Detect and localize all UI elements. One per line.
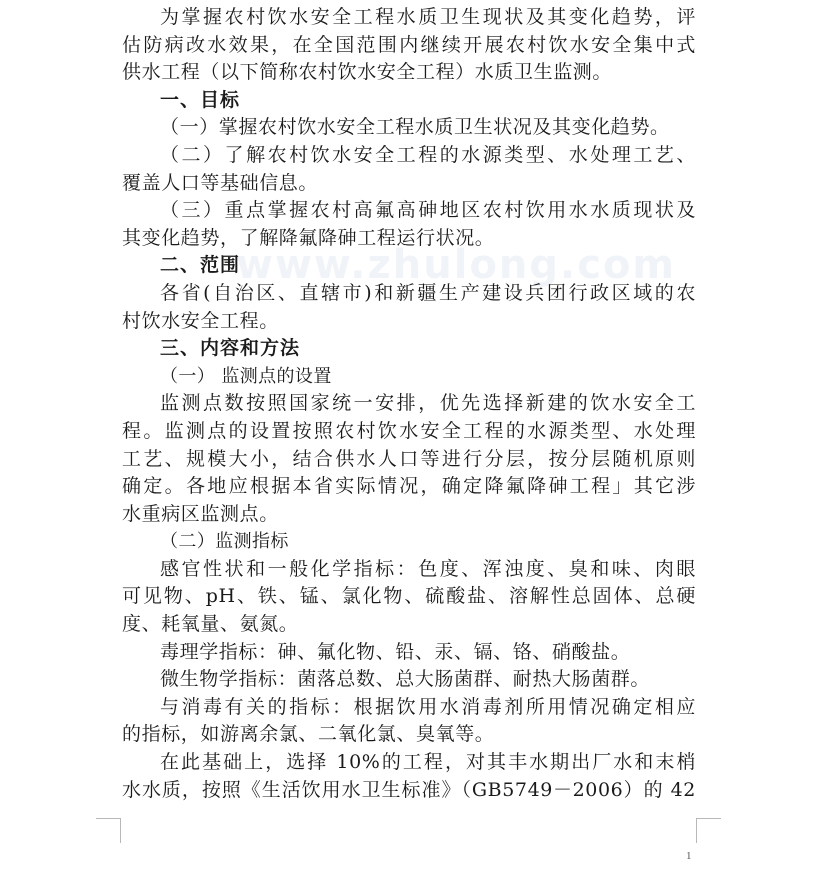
section-heading: 二、范围 (160, 254, 241, 277)
body-paragraph-line: 确定。各地应根据本省实际情况，确定降氟降砷工程」其它涉 (122, 475, 696, 498)
body-paragraph-line: 村饮水安全工程。 (122, 309, 279, 332)
body-paragraph-line: 在此基础上，选择 10%的工程，对其丰水期出厂水和末梢 (160, 751, 696, 774)
crop-mark-bottom-left (96, 818, 121, 843)
subsection-heading: （一） 监测点的设置 (160, 365, 332, 387)
section-heading: 三、内容和方法 (160, 337, 301, 360)
list-item-line: 覆盖人口等基础信息。 (122, 171, 319, 194)
list-item-line: 其变化趋势，了解降氟降砷工程运行状况。 (122, 226, 495, 249)
section-heading: 一、目标 (160, 88, 241, 111)
crop-mark-bottom-right (696, 818, 721, 843)
body-paragraph-line: 水重病区监测点。 (122, 502, 279, 525)
body-paragraph-line: 可见物、pH、铁、锰、氯化物、硫酸盐、溶解性总固体、总硬 (122, 585, 696, 608)
body-paragraph-line: 的指标，如游离余氯、二氧化氯、臭氧等。 (122, 723, 495, 746)
body-paragraph-line: 工艺、规模大小，结合供水人口等进行分层，按分层随机原则 (122, 447, 696, 470)
body-paragraph-line: 毒理学指标：砷、氟化物、铅、汞、镉、铬、硝酸盐。 (160, 640, 631, 663)
page-number: 1 (686, 850, 692, 862)
body-paragraph-line: 为掌握农村饮水安全工程水质卫生现状及其变化趋势，评 (160, 6, 696, 28)
list-item-line: （三）重点掌握农村高氟高砷地区农村饮用水水质现状及 (160, 199, 696, 222)
document-body (122, 4, 696, 804)
list-item-line: （二）了解农村饮水安全工程的水源类型、水处理工艺、 (160, 143, 696, 166)
body-paragraph-line: 供水工程（以下简称农村饮水安全工程）水质卫生监测。 (122, 61, 613, 84)
body-paragraph-line: 水水质，按照《生活饮用水卫生标准》（GB5749－2006）的 42 (122, 778, 696, 801)
body-paragraph-line: 程。监测点的设置按照农村饮水安全工程的水源类型、水处理 (122, 419, 696, 442)
body-paragraph-line: 估防病改水效果，在全国范围内继续开展农村饮水安全集中式 (122, 33, 696, 56)
body-paragraph-line: 监测点数按照国家统一安排，优先选择新建的饮水安全工 (160, 392, 696, 415)
body-paragraph-line: 与消毒有关的指标：根据饮用水消毒剂所用情况确定相应 (160, 695, 696, 718)
body-paragraph-line: 微生物学指标：菌落总数、总大肠菌群、耐热大肠菌群。 (160, 668, 651, 691)
watermark: www.zhulong.com (236, 242, 677, 288)
body-paragraph-line: 度、耗氧量、氨氮。 (122, 613, 299, 636)
body-paragraph-line: 感官性状和一般化学指标：色度、浑浊度、臭和味、肉眼 (160, 557, 696, 580)
body-paragraph-line: 各省(自治区、直辖市)和新疆生产建设兵团行政区域的农 (160, 281, 696, 304)
subsection-heading: （二）监测指标 (160, 531, 289, 553)
list-item-line: （一）掌握农村饮水安全工程水质卫生状况及其变化趋势。 (160, 116, 670, 139)
